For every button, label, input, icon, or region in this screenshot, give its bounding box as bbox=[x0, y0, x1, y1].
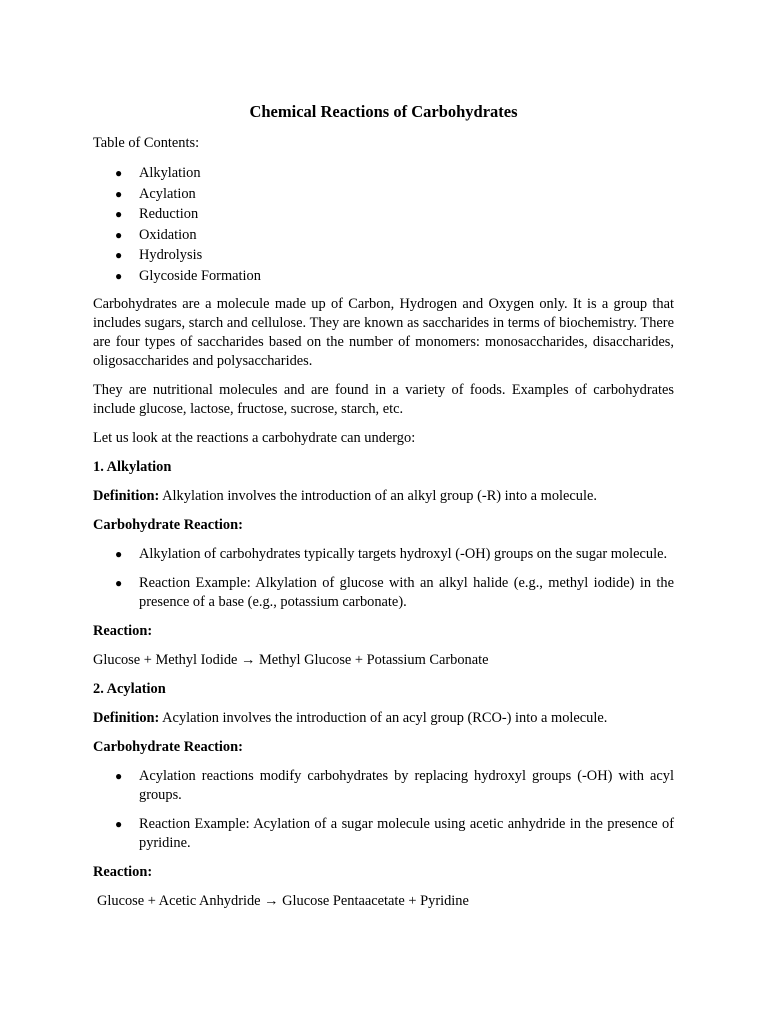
bullet-icon: ● bbox=[115, 248, 123, 263]
bullet-icon: ● bbox=[115, 166, 123, 180]
intro-paragraph: Let us look at the reactions a carbohydrate can undergo: bbox=[93, 429, 416, 446]
definition-label: Definition: bbox=[93, 487, 160, 504]
bullet-icon: ● bbox=[115, 575, 123, 590]
reaction-equation: Glucose + Methyl Iodide → Methyl Glucose + Potassium Carbonate bbox=[93, 651, 489, 668]
reaction-label: Reaction: bbox=[93, 622, 153, 639]
intro-paragraph: Carbohydrates are a molecule made up of Carbon, Hydrogen and Oxygen only. It is a group that includes sugars, starch and cellulose. They are known as saccharides in terms of biochemistry. There are four types of saccharides based on the number of monomers: monosaccharides, disaccharides, oligosaccharides and polysaccharides. bbox=[93, 295, 674, 369]
bullet-icon: ● bbox=[115, 768, 123, 783]
bullet-icon: ● bbox=[115, 268, 123, 283]
toc-item: ● Glycoside Formation bbox=[93, 266, 674, 287]
carb-reaction-label: Carbohydrate Reaction: bbox=[93, 738, 243, 755]
bullet-icon: ● bbox=[115, 207, 123, 222]
reaction-bullets bbox=[93, 545, 674, 612]
reaction-bullet: ● Acylation reactions modify carbohydrates by replacing hydroxyl groups (-OH) with acyl groups. bbox=[115, 767, 674, 803]
definition-label: Definition: bbox=[93, 709, 160, 726]
toc-item: ● Reduction bbox=[93, 204, 674, 225]
intro-paragraph: They are nutritional molecules and are found in a variety of foods. Examples of carbohydrates include glucose, lactose, fructose, sucrose, starch, etc. bbox=[93, 381, 674, 417]
bullet-icon: ● bbox=[115, 816, 123, 831]
document-title: Chemical Reactions of Carbohydrates bbox=[249, 102, 518, 121]
reaction-label: Reaction: bbox=[93, 863, 153, 880]
reaction-bullet: ● Reaction Example: Alkylation of glucose with an alkyl halide (e.g., methyl iodide) in the presence of a base (e.g., potassium carbonate). bbox=[115, 574, 674, 610]
toc-item: ● Alkylation bbox=[93, 163, 674, 184]
toc-list bbox=[93, 163, 674, 287]
section-heading: 2. Acylation bbox=[93, 680, 166, 697]
toc-heading: Table of Contents: bbox=[93, 135, 200, 151]
toc-item: ● Oxidation bbox=[93, 225, 674, 246]
toc-item: ● Acylation bbox=[93, 184, 674, 205]
reaction-bullets bbox=[93, 767, 674, 853]
toc-item: ● Hydrolysis bbox=[93, 245, 674, 266]
reaction-bullet: ● Reaction Example: Acylation of a sugar molecule using acetic anhydride in the presence of pyridine. bbox=[115, 815, 674, 851]
bullet-icon: ● bbox=[115, 186, 123, 201]
carb-reaction-label: Carbohydrate Reaction: bbox=[93, 516, 243, 533]
definition-text: Acylation involves the introduction of an acyl group (RCO-) into a molecule. bbox=[159, 709, 608, 726]
reaction-bullet: ● Alkylation of carbohydrates typically targets hydroxyl (-OH) groups on the sugar molecule. bbox=[115, 545, 668, 562]
bullet-icon: ● bbox=[115, 227, 123, 242]
bullet-icon: ● bbox=[115, 546, 123, 561]
definition bbox=[93, 487, 674, 506]
reaction-equation: Glucose + Acetic Anhydride → Glucose Pentaacetate + Pyridine bbox=[97, 892, 469, 909]
definition bbox=[93, 709, 674, 728]
section-heading: 1. Alkylation bbox=[93, 458, 172, 475]
definition-text: Alkylation involves the introduction of an alkyl group (-R) into a molecule. bbox=[159, 487, 597, 504]
